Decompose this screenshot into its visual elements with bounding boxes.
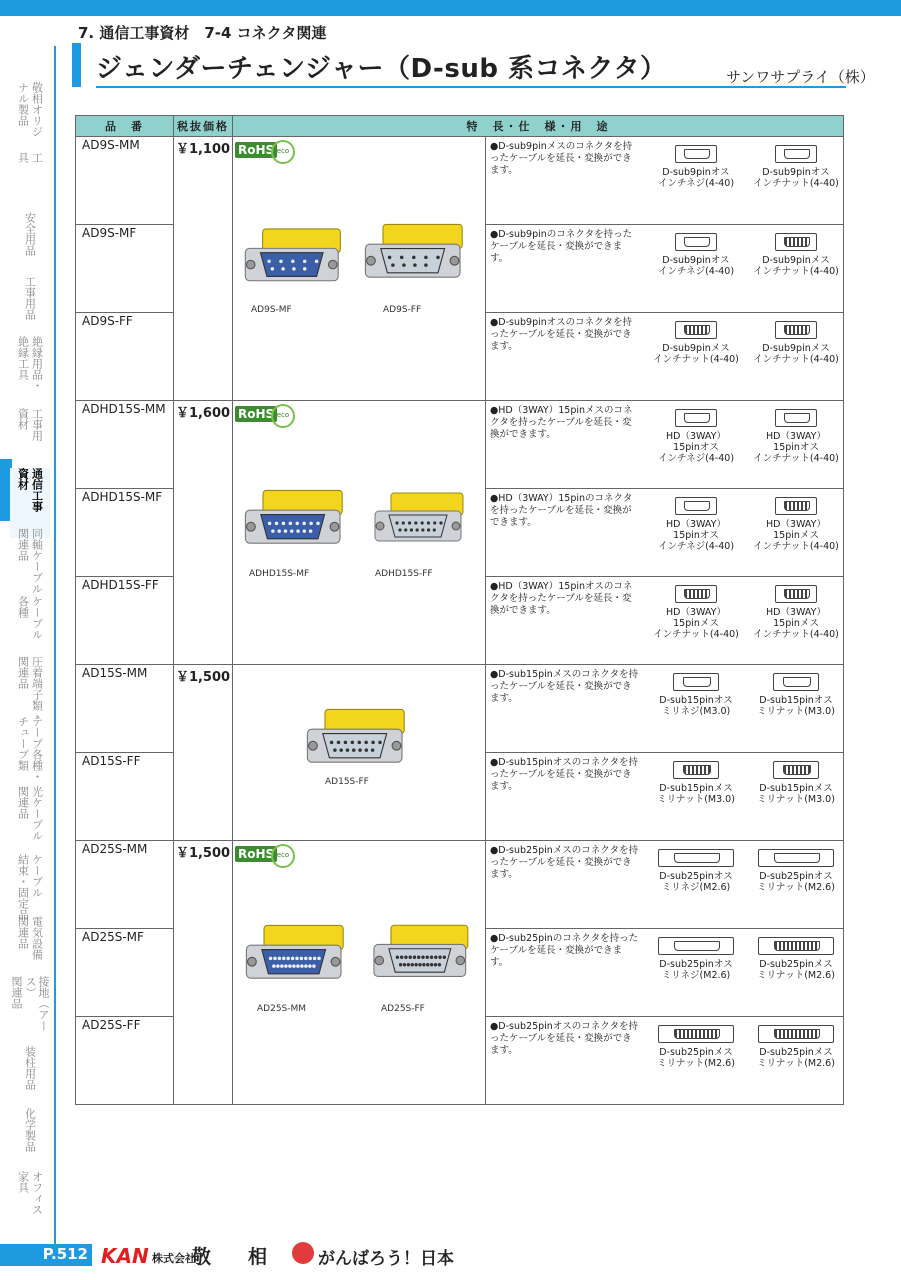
feature-cell — [486, 841, 844, 929]
connector-diagrams — [646, 497, 846, 552]
sidebar-item[interactable] — [10, 716, 50, 786]
sidebar-item-label: 安全用品 — [23, 212, 37, 256]
sidebar-item-label: 関連品 — [16, 916, 30, 949]
connector-icon — [773, 673, 819, 691]
feature-cell — [486, 313, 844, 401]
adapter-photo — [241, 481, 351, 557]
connector-diagram — [749, 849, 844, 893]
model-number: ADHD15S-MF — [76, 489, 174, 577]
connector-label: D-sub25pinメス ミリナット(M2.6) — [657, 1047, 735, 1069]
connector-diagram — [749, 409, 844, 464]
connector-label: HD（3WAY） 15pinメス インチナット(4-40) — [753, 607, 839, 640]
connector-label: HD（3WAY） 15pinオス インチナット(4-40) — [753, 431, 839, 464]
sidebar-item-label: 結束・固定品 — [16, 854, 30, 920]
connector-diagram — [749, 761, 844, 805]
model-number: ADHD15S-FF — [76, 577, 174, 665]
connector-icon — [675, 321, 717, 339]
kan-logo: KAN — [101, 1244, 149, 1268]
sidebar-item-label: ナル製品 — [16, 82, 30, 126]
connector-diagrams — [646, 937, 846, 981]
connector-diagrams — [646, 849, 846, 893]
photo-caption: ADHD15S-MF — [249, 569, 310, 579]
feature-cell — [486, 225, 844, 313]
rohs-text: RoHS — [235, 406, 277, 422]
price: ￥1,600 — [174, 401, 233, 665]
connector-diagram — [649, 761, 744, 805]
sidebar-item[interactable] — [10, 336, 50, 406]
connector-diagram — [649, 849, 744, 893]
sidebar-item-label: オフィス — [30, 1171, 44, 1215]
sidebar-item-label: 資材 — [16, 468, 30, 490]
adapter-image — [241, 222, 349, 295]
sidebar-item[interactable] — [10, 1171, 50, 1241]
connector-diagrams — [646, 233, 846, 277]
sidebar-item[interactable] — [10, 786, 50, 856]
model-number: AD15S-MM — [76, 665, 174, 753]
feature-text: ●HD（3WAY）15pinオスのコネクタを持ったケーブルを延長・変換ができます。 — [490, 581, 633, 616]
sidebar-item[interactable] — [10, 212, 50, 282]
photo-caption: AD9S-MF — [251, 305, 292, 315]
connector-diagram — [649, 321, 744, 365]
eco-icon: eco — [271, 404, 295, 428]
connector-icon — [658, 937, 734, 955]
photo-caption: AD9S-FF — [383, 305, 422, 315]
top-bar — [0, 0, 901, 16]
sidebar-item-label: 具 — [16, 152, 30, 163]
connector-diagram — [649, 145, 744, 189]
title-underline — [96, 86, 846, 88]
connector-diagrams — [646, 585, 846, 640]
connector-diagrams — [646, 145, 846, 189]
product-photo-cell — [233, 665, 486, 841]
connector-diagram — [649, 497, 744, 552]
adapter-image — [303, 700, 413, 779]
product-photo-cell — [233, 841, 486, 1105]
connector-label: D-sub9pinメス インチナット(4-40) — [653, 343, 739, 365]
connector-icon — [675, 233, 717, 251]
connector-icon — [658, 1025, 734, 1043]
sidebar-item-label: 関連品 — [10, 976, 23, 1009]
connector-icon — [675, 585, 717, 603]
header-price: 税抜価格 — [174, 116, 233, 137]
photo-caption: AD25S-MM — [257, 1004, 307, 1014]
sidebar-item-label: 通信工事 — [30, 468, 44, 512]
model-number: AD25S-FF — [76, 1017, 174, 1105]
connector-icon — [775, 409, 817, 427]
feature-text: ●D-sub9pinメスのコネクタを持ったケーブルを延長・変換ができます。 — [490, 141, 633, 176]
feature-cell — [486, 489, 844, 577]
eco-icon: eco — [271, 844, 295, 868]
connector-diagram — [749, 233, 844, 277]
eco-icon: eco — [271, 140, 295, 164]
connector-icon — [758, 937, 834, 955]
connector-label: D-sub9pinメス インチナット(4-40) — [753, 255, 839, 277]
adapter-image — [241, 921, 353, 990]
model-number: AD25S-MF — [76, 929, 174, 1017]
feature-text: ●D-sub15pinオスのコネクタを持ったケーブルを延長・変換ができます。 — [490, 757, 639, 792]
sidebar-item-label: 装柱用品 — [23, 1046, 37, 1090]
connector-diagrams — [646, 409, 846, 464]
sidebar-item[interactable] — [10, 528, 50, 598]
feature-text: ●D-sub25pinオスのコネクタを持ったケーブルを延長・変換ができます。 — [490, 1021, 639, 1056]
model-number: AD9S-FF — [76, 313, 174, 401]
connector-label: D-sub15pinオス ミリナット(M3.0) — [757, 695, 835, 717]
feature-text: ●D-sub25pinのコネクタを持ったケーブルを延長・変換ができます。 — [490, 933, 639, 968]
connector-diagrams — [646, 761, 846, 805]
connector-diagram — [649, 585, 744, 640]
feature-cell — [486, 401, 844, 489]
table-row — [76, 841, 844, 929]
connector-icon — [775, 497, 817, 515]
connector-label: D-sub25pinメス ミリナット(M2.6) — [757, 1047, 835, 1069]
rohs-text: RoHS — [235, 846, 277, 862]
price: ￥1,100 — [174, 137, 233, 401]
sidebar — [0, 16, 58, 1240]
sidebar-line — [54, 46, 56, 1246]
sidebar-item-label: 資材 — [16, 408, 30, 430]
sidebar-item-label: ケーブル — [30, 854, 44, 898]
sidebar-item-label: 工事用品 — [23, 276, 37, 320]
rohs-badge — [235, 140, 291, 162]
connector-label: D-sub15pinオス ミリネジ(M3.0) — [659, 695, 733, 717]
connector-icon — [675, 497, 717, 515]
sidebar-item[interactable] — [10, 976, 50, 1046]
connector-diagram — [749, 937, 844, 981]
sidebar-item[interactable] — [10, 82, 50, 152]
connector-icon — [758, 1025, 834, 1043]
feature-cell — [486, 137, 844, 225]
connector-diagram — [649, 937, 744, 981]
connector-diagram — [749, 321, 844, 365]
sidebar-item-label: 工事用 — [30, 408, 44, 441]
connector-label: HD（3WAY） 15pinメス インチナット(4-40) — [653, 607, 739, 640]
connector-icon — [775, 321, 817, 339]
page-number: P.512 — [0, 1244, 92, 1264]
table-header-row — [76, 116, 844, 137]
connector-label: D-sub15pinメス ミリナット(M3.0) — [757, 783, 835, 805]
connector-icon — [673, 673, 719, 691]
model-number: ADHD15S-MM — [76, 401, 174, 489]
slogan: がんばろう！日本 — [318, 1249, 454, 1269]
rohs-text: RoHS — [235, 142, 277, 158]
model-number: AD9S-MF — [76, 225, 174, 313]
sidebar-item-label: 光ケーブル — [30, 786, 44, 841]
sidebar-item[interactable] — [10, 1108, 50, 1178]
table-row — [76, 137, 844, 225]
flower-icon — [292, 1242, 314, 1264]
feature-cell — [486, 577, 844, 665]
connector-diagram — [649, 673, 744, 717]
feature-text: ●HD（3WAY）15pinメスのコネクタを持ったケーブルを延長・変換ができます。 — [490, 405, 633, 440]
connector-icon — [658, 849, 734, 867]
feature-cell — [486, 665, 844, 753]
price: ￥1,500 — [174, 841, 233, 1105]
adapter-photo — [371, 481, 471, 557]
connector-icon — [673, 761, 719, 779]
sidebar-item-label: 電気設備 — [30, 916, 44, 960]
connector-label: D-sub15pinメス ミリナット(M3.0) — [657, 783, 735, 805]
price: ￥1,500 — [174, 665, 233, 841]
product-photo-cell — [233, 137, 486, 401]
connector-icon — [773, 761, 819, 779]
connector-icon — [775, 585, 817, 603]
photo-caption: AD15S-FF — [325, 777, 369, 787]
company-prefix: 株式会社 — [152, 1252, 196, 1265]
connector-label: D-sub9pinオス インチナット(4-40) — [753, 167, 839, 189]
rohs-badge — [235, 404, 291, 426]
connector-icon — [675, 409, 717, 427]
adapter-photo — [369, 921, 477, 985]
sidebar-item-label: 各種 — [16, 596, 30, 618]
title-accent-bar — [72, 43, 81, 87]
feature-text: ●D-sub25pinメスのコネクタを持ったケーブルを延長・変換ができます。 — [490, 845, 639, 880]
company-name-2: 相 — [248, 1246, 268, 1268]
connector-diagrams — [646, 1025, 846, 1069]
sidebar-item-label: 絶縁用品・ — [30, 336, 44, 391]
connector-label: D-sub25pinオス ミリネジ(M2.6) — [659, 959, 733, 981]
connector-diagram — [649, 233, 744, 277]
manufacturer: サンワサプライ（株） — [726, 68, 875, 86]
feature-text: ●D-sub15pinメスのコネクタを持ったケーブルを延長・変換ができます。 — [490, 669, 639, 704]
connector-label: HD（3WAY） 15pinオス インチネジ(4-40) — [657, 431, 735, 464]
connector-label: D-sub25pinメス ミリナット(M2.6) — [757, 959, 835, 981]
sidebar-item-label: 化学製品 — [23, 1108, 37, 1152]
connector-label: D-sub25pinオス ミリナット(M2.6) — [757, 871, 835, 893]
connector-diagram — [749, 673, 844, 717]
feature-text: ●D-sub9pinオスのコネクタを持ったケーブルを延長・変換ができます。 — [490, 317, 632, 352]
sidebar-item-label: 工 — [30, 152, 44, 163]
feature-cell — [486, 929, 844, 1017]
rohs-badge — [235, 844, 291, 866]
sidebar-item-label: 関連品 — [16, 786, 30, 819]
product-photo-cell — [233, 401, 486, 665]
model-number: AD15S-FF — [76, 753, 174, 841]
footer-line — [0, 1264, 92, 1266]
connector-diagrams — [646, 673, 846, 717]
product-table — [75, 115, 844, 1105]
sidebar-item-label: テープ各種・ — [30, 716, 44, 782]
adapter-image — [371, 481, 471, 560]
feature-text: ●HD（3WAY）15pinのコネクタを持ったケーブルを延長・変換ができます。 — [490, 493, 633, 528]
table-row — [76, 665, 844, 753]
adapter-photo — [241, 921, 353, 987]
model-number: AD25S-MM — [76, 841, 174, 929]
sidebar-item-label: 接地（アース） — [24, 976, 50, 1031]
header-model: 品 番 — [76, 116, 174, 137]
connector-label: D-sub9pinオス インチネジ(4-40) — [657, 255, 735, 277]
sidebar-item-label: 関連品 — [16, 528, 30, 561]
connector-label: D-sub9pinメス インチナット(4-40) — [753, 343, 839, 365]
photo-caption: AD25S-FF — [381, 1004, 425, 1014]
sidebar-item-label: ケーブル — [30, 596, 44, 640]
connector-icon — [758, 849, 834, 867]
company-name-1: 敬 — [192, 1246, 212, 1268]
connector-diagram — [649, 1025, 744, 1069]
sidebar-item-label: 絶縁工具 — [16, 336, 30, 380]
connector-icon — [775, 145, 817, 163]
adapter-image — [361, 217, 471, 292]
sidebar-item-label: チューブ類 — [16, 716, 30, 771]
connector-label: D-sub25pinオス ミリネジ(M2.6) — [659, 871, 733, 893]
photo-caption: ADHD15S-FF — [375, 569, 433, 579]
breadcrumb: 7. 通信工事資材 7-4 コネクタ関連 — [78, 24, 327, 42]
page-title: ジェンダーチェンジャー（D-sub 系コネクタ） — [96, 54, 667, 84]
table-row — [76, 401, 844, 489]
connector-label: HD（3WAY） 15pinメス インチナット(4-40) — [753, 519, 839, 552]
sidebar-item[interactable] — [10, 854, 50, 924]
sidebar-item-label: 関連品 — [16, 656, 30, 689]
connector-icon — [675, 145, 717, 163]
sidebar-item-label: 圧着端子類・ — [30, 656, 44, 722]
model-number: AD9S-MM — [76, 137, 174, 225]
sidebar-item[interactable] — [10, 1046, 50, 1116]
adapter-photo — [361, 217, 471, 289]
sidebar-item-label: 家具 — [16, 1171, 30, 1193]
connector-diagram — [749, 585, 844, 640]
connector-label: D-sub9pinオス インチネジ(4-40) — [657, 167, 735, 189]
adapter-image — [241, 481, 351, 560]
connector-diagram — [749, 1025, 844, 1069]
connector-diagrams — [646, 321, 846, 365]
connector-diagram — [749, 145, 844, 189]
connector-label: HD（3WAY） 15pinオス インチネジ(4-40) — [657, 519, 735, 552]
sidebar-item-label: 同軸ケーブル — [30, 528, 44, 594]
adapter-photo — [241, 222, 349, 292]
adapter-image — [369, 921, 477, 988]
feature-cell — [486, 1017, 844, 1105]
header-features: 特 長・仕 様・用 途 — [233, 116, 844, 137]
connector-diagram — [749, 497, 844, 552]
feature-cell — [486, 753, 844, 841]
connector-icon — [775, 233, 817, 251]
sidebar-item-label: 敬相オリジ — [30, 82, 44, 137]
adapter-photo — [303, 700, 413, 776]
connector-diagram — [649, 409, 744, 464]
feature-text: ●D-sub9pinのコネクタを持ったケーブルを延長・変換ができます。 — [490, 229, 633, 264]
